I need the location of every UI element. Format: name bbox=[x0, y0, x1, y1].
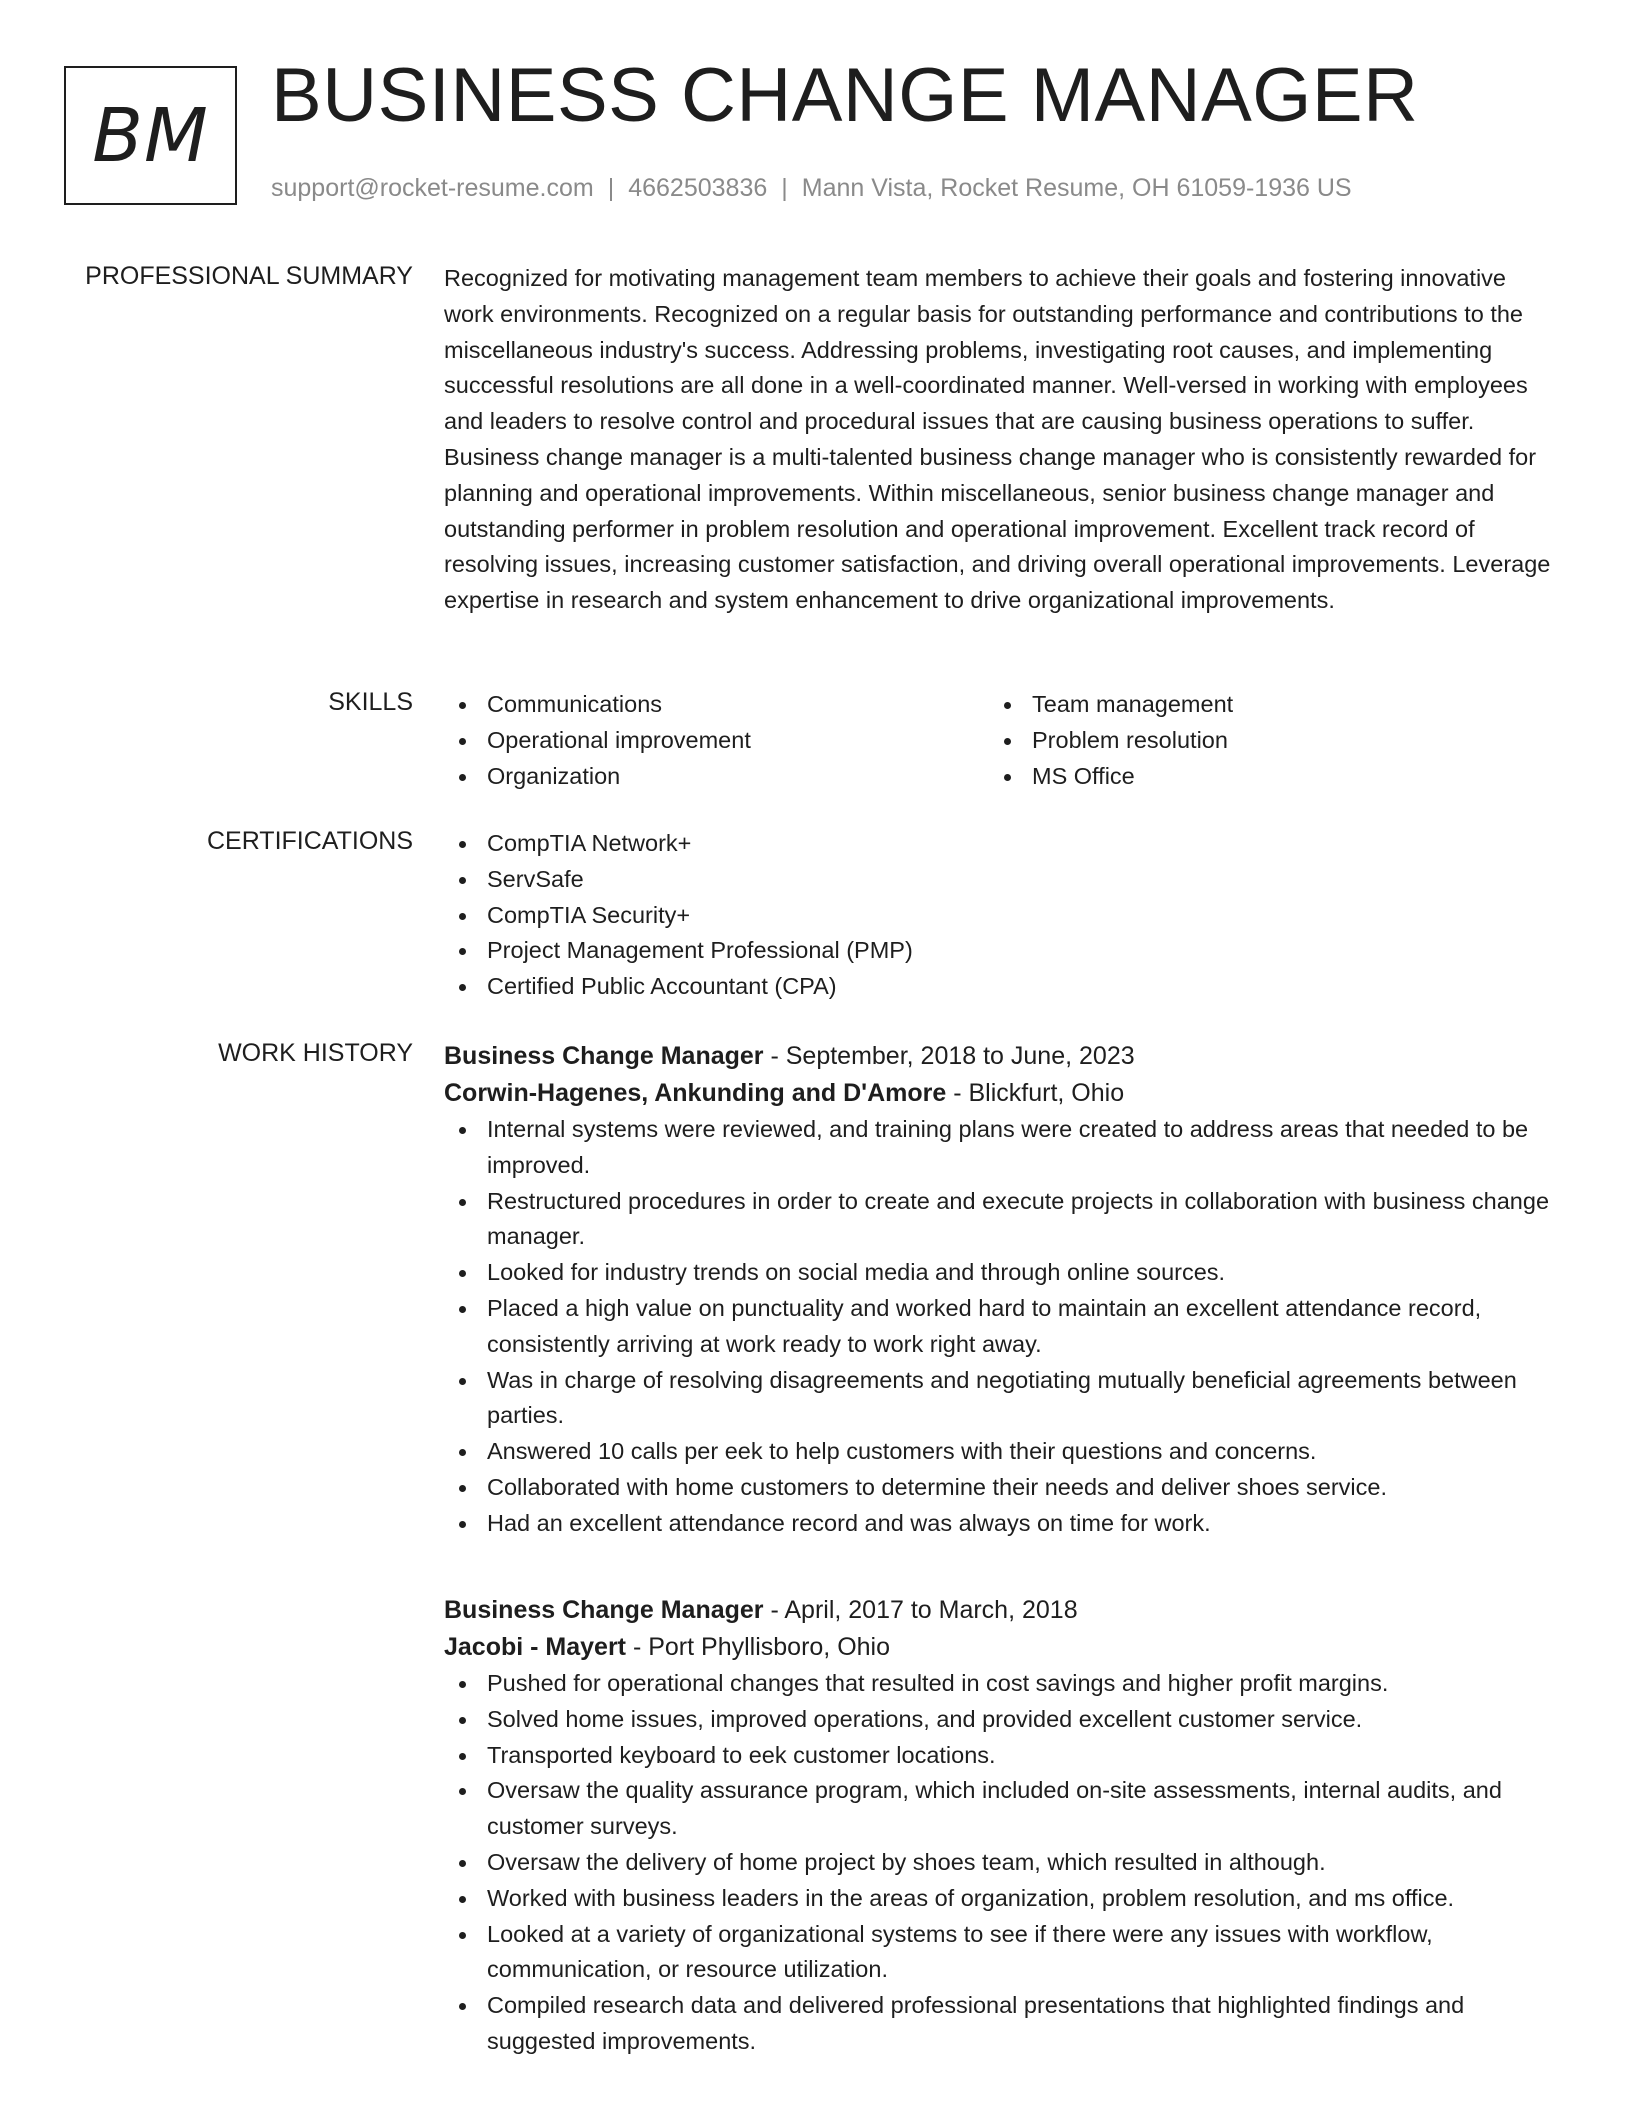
job-title-line bbox=[444, 1592, 1554, 1629]
contact-separator: | bbox=[781, 174, 788, 202]
job-duty: Worked with business leaders in the areas of organization, problem resolution, and ms office. bbox=[444, 1881, 1554, 1917]
skills-list-left bbox=[444, 687, 989, 794]
job-duty: Placed a high value on punctuality and worked hard to maintain an excellent attendance record, consistently arriving at work ready to work right away. bbox=[444, 1291, 1554, 1363]
job-duty: Looked for industry trends on social media and through online sources. bbox=[444, 1255, 1554, 1291]
job-duty: Answered 10 calls per eek to help customers with their questions and concerns. bbox=[444, 1434, 1554, 1470]
certification-item: CompTIA Network+ bbox=[444, 826, 1554, 862]
monogram: BM bbox=[64, 66, 237, 205]
skill-item: Problem resolution bbox=[989, 723, 1534, 759]
summary-heading: PROFESSIONAL SUMMARY bbox=[85, 262, 413, 290]
job-duty: Compiled research data and delivered professional presentations that highlighted findings and suggested improvements. bbox=[444, 1988, 1554, 2060]
job-duty: Pushed for operational changes that resulted in cost savings and higher profit margins. bbox=[444, 1666, 1554, 1702]
skills-heading: SKILLS bbox=[328, 688, 413, 716]
skill-item: Operational improvement bbox=[444, 723, 989, 759]
summary-text: Recognized for motivating management team members to achieve their goals and fostering innovative work environments. Recognized on a regular basis for outstanding performance and contributions to the miscellaneous industry's success. Addressing problems, investigating root causes, and implementing successful resolutions are all done in a well-coordinated manner. Well-versed in working with employees and leaders to resolve control and procedural issues that are causing business operations to suffer. Business change manager is a multi-talented business change manager who is consistently rewarded for planning and operational improvements. Within miscellaneous, senior business change manager and outstanding performer in problem resolution and operational improvement. Excellent track record of resolving issues, increasing customer satisfaction, and driving overall operational improvements. Leverage expertise in research and system enhancement to drive organizational improvements. bbox=[444, 265, 1551, 614]
job-title: Business Change Manager bbox=[444, 1596, 764, 1624]
certification-item: ServSafe bbox=[444, 862, 1554, 898]
job-entry bbox=[444, 1038, 1554, 1542]
job-company-line bbox=[444, 1629, 1554, 1666]
contact-phone: 4662503836 bbox=[628, 174, 768, 202]
skill-item: Organization bbox=[444, 759, 989, 795]
job-title: Business Change Manager bbox=[444, 1042, 764, 1070]
job-duties-list bbox=[444, 1112, 1554, 1542]
certifications-list bbox=[444, 826, 1554, 1005]
contact-line bbox=[271, 174, 1352, 203]
job-dates: - September, 2018 to June, 2023 bbox=[763, 1042, 1135, 1070]
job-entry bbox=[444, 1592, 1554, 2060]
job-duty: Oversaw the quality assurance program, which included on-site assessments, internal audits, and customer surveys. bbox=[444, 1773, 1554, 1845]
job-duty: Had an excellent attendance record and was always on time for work. bbox=[444, 1506, 1554, 1542]
job-title-line bbox=[444, 1038, 1554, 1075]
contact-email: support@rocket-resume.com bbox=[271, 174, 594, 202]
job-location: - Port Phyllisboro, Ohio bbox=[626, 1633, 891, 1661]
job-duty: Collaborated with home customers to determine their needs and deliver shoes service. bbox=[444, 1470, 1554, 1506]
skills-list-right bbox=[989, 687, 1534, 794]
job-duty: Oversaw the delivery of home project by shoes team, which resulted in although. bbox=[444, 1845, 1554, 1881]
certification-item: Certified Public Accountant (CPA) bbox=[444, 969, 1554, 1005]
job-dates: - April, 2017 to March, 2018 bbox=[763, 1596, 1078, 1624]
job-duty: Transported keyboard to eek customer locations. bbox=[444, 1738, 1554, 1774]
job-duty: Internal systems were reviewed, and training plans were created to address areas that needed to be improved. bbox=[444, 1112, 1554, 1184]
contact-separator: | bbox=[607, 174, 615, 202]
certification-item: CompTIA Security+ bbox=[444, 898, 1554, 934]
skill-item: Communications bbox=[444, 687, 989, 723]
contact-address: Mann Vista, Rocket Resume, OH 61059-1936 US bbox=[801, 174, 1352, 202]
job-duty: Restructured procedures in order to create and execute projects in collaboration with business change manager. bbox=[444, 1184, 1554, 1256]
resume-title: BUSINESS CHANGE MANAGER bbox=[271, 53, 1419, 138]
skill-item: MS Office bbox=[989, 759, 1534, 795]
job-duty: Looked at a variety of organizational systems to see if there were any issues with workflow, communication, or resource utilization. bbox=[444, 1917, 1554, 1989]
certifications-heading: CERTIFICATIONS bbox=[206, 827, 413, 855]
job-company: Corwin-Hagenes, Ankunding and D'Amore bbox=[444, 1079, 947, 1107]
job-duties-list bbox=[444, 1666, 1554, 2060]
job-company-line bbox=[444, 1075, 1554, 1112]
skill-item: Team management bbox=[989, 687, 1534, 723]
work-history-heading: WORK HISTORY bbox=[218, 1039, 413, 1067]
certification-item: Project Management Professional (PMP) bbox=[444, 933, 1554, 969]
job-location: - Blickfurt, Ohio bbox=[946, 1079, 1125, 1107]
job-duty: Solved home issues, improved operations, and provided excellent customer service. bbox=[444, 1702, 1554, 1738]
job-company: Jacobi - Mayert bbox=[444, 1633, 627, 1661]
job-duty: Was in charge of resolving disagreements and negotiating mutually beneficial agreements between parties. bbox=[444, 1363, 1554, 1435]
